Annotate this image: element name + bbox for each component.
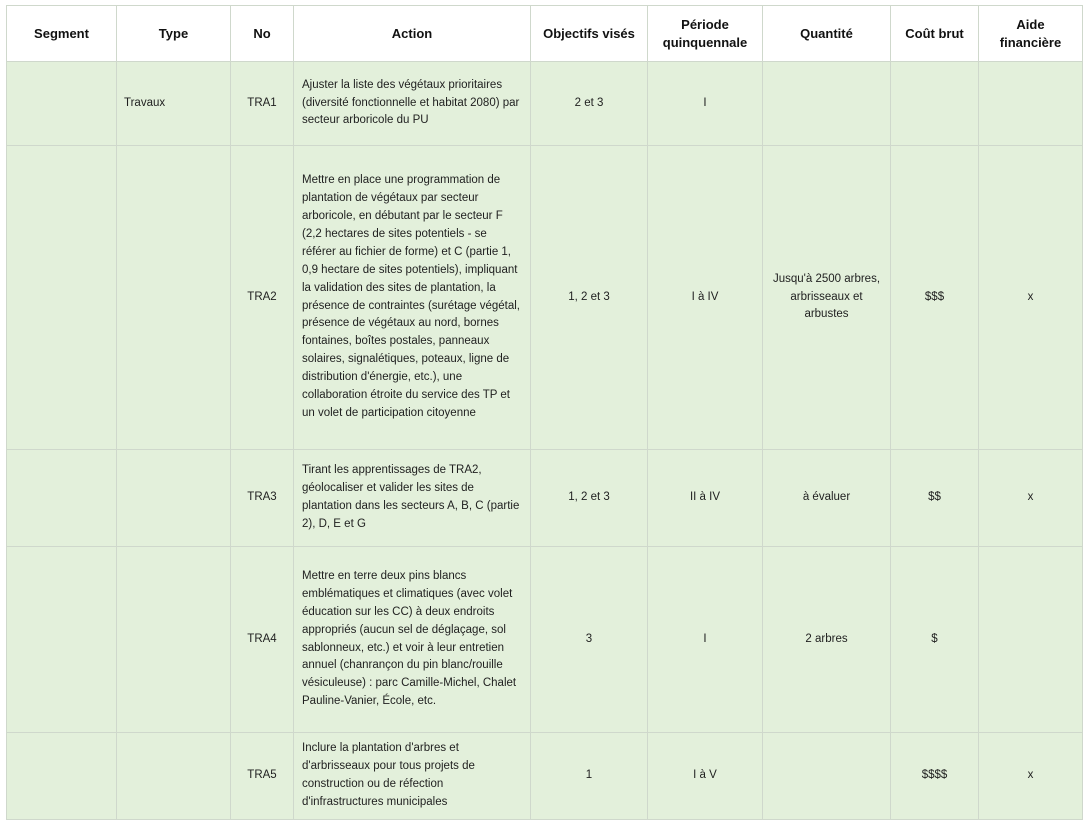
cell-cout: $$$ (891, 146, 979, 450)
action-plan-table (6, 5, 1083, 820)
header-objectifs: Objectifs visés (531, 6, 648, 62)
cell-aide (979, 62, 1083, 146)
cell-segment (7, 146, 117, 450)
cell-action: Ajuster la liste des végétaux prioritaires (diversité fonctionnelle et habitat 2080) par secteur arboricole du PU (294, 62, 531, 146)
cell-periode: I (648, 62, 763, 146)
cell-periode: I à V (648, 733, 763, 820)
cell-quantite: Jusqu'à 2500 arbres, arbrisseaux et arbustes (763, 146, 891, 450)
cell-segment (7, 733, 117, 820)
cell-quantite: à évaluer (763, 450, 891, 547)
cell-segment (7, 547, 117, 733)
cell-action: Mettre en terre deux pins blancs emblématiques et climatiques (avec volet éducation sur les CC) à deux endroits appropriés (aucun sel de déglaçage, sol sablonneux, etc.) et voir à leur entretien annuel (chanrançon du pin blanc/rouille vésiculeuse) : parc Camille-Michel, Chalet Pauline-Vanier, École, etc. (294, 547, 531, 733)
cell-segment (7, 62, 117, 146)
header-row (7, 6, 1083, 62)
cell-aide: x (979, 450, 1083, 547)
cell-objectifs: 1 (531, 733, 648, 820)
table-row (7, 547, 1083, 733)
table-row (7, 450, 1083, 547)
header-quantite: Quantité (763, 6, 891, 62)
header-segment: Segment (7, 6, 117, 62)
cell-type: Travaux (117, 62, 231, 146)
cell-type (117, 547, 231, 733)
header-cout: Coût brut (891, 6, 979, 62)
cell-type (117, 146, 231, 450)
table-row (7, 146, 1083, 450)
cell-objectifs: 1, 2 et 3 (531, 450, 648, 547)
cell-action: Mettre en place une programmation de plantation de végétaux par secteur arboricole, en débutant par le secteur F (2,2 hectares de sites potentiels - se référer au fichier de forme) et C (partie 1, 0,9 hectare de sites potentiels), impliquant la validation des sites de plantation, la présence de contraintes (surétage végétal, présence de végétaux au nord, bornes fontaines, boîtes postales, panneaux solaires, signalétiques, poteaux, ligne de distribution d'énergie, etc.), une collaboration étroite du service des TP et un volet de participation citoyenne (294, 146, 531, 450)
cell-cout: $$$$ (891, 733, 979, 820)
cell-quantite (763, 62, 891, 146)
cell-type (117, 733, 231, 820)
cell-periode: I à IV (648, 146, 763, 450)
cell-aide: x (979, 733, 1083, 820)
cell-no: TRA1 (231, 62, 294, 146)
cell-no: TRA2 (231, 146, 294, 450)
cell-no: TRA3 (231, 450, 294, 547)
header-aide: Aide financière (979, 6, 1083, 62)
header-type: Type (117, 6, 231, 62)
cell-periode: I (648, 547, 763, 733)
cell-action: Inclure la plantation d'arbres et d'arbrisseaux pour tous projets de construction ou de réfection d'infrastructures municipales (294, 733, 531, 820)
cell-quantite: 2 arbres (763, 547, 891, 733)
cell-objectifs: 1, 2 et 3 (531, 146, 648, 450)
cell-type (117, 450, 231, 547)
cell-segment (7, 450, 117, 547)
header-no: No (231, 6, 294, 62)
cell-cout: $ (891, 547, 979, 733)
cell-periode: II à IV (648, 450, 763, 547)
cell-objectifs: 3 (531, 547, 648, 733)
table-row (7, 62, 1083, 146)
cell-aide: x (979, 146, 1083, 450)
cell-cout (891, 62, 979, 146)
cell-aide (979, 547, 1083, 733)
cell-objectifs: 2 et 3 (531, 62, 648, 146)
header-periode: Période quinquennale (648, 6, 763, 62)
cell-no: TRA4 (231, 547, 294, 733)
table-row (7, 733, 1083, 820)
cell-action: Tirant les apprentissages de TRA2, géolocaliser et valider les sites de plantation dans les secteurs A, B, C (partie 2), D, E et G (294, 450, 531, 547)
cell-quantite (763, 733, 891, 820)
cell-no: TRA5 (231, 733, 294, 820)
header-action: Action (294, 6, 531, 62)
action-plan-table-wrapper (6, 5, 1083, 820)
cell-cout: $$ (891, 450, 979, 547)
